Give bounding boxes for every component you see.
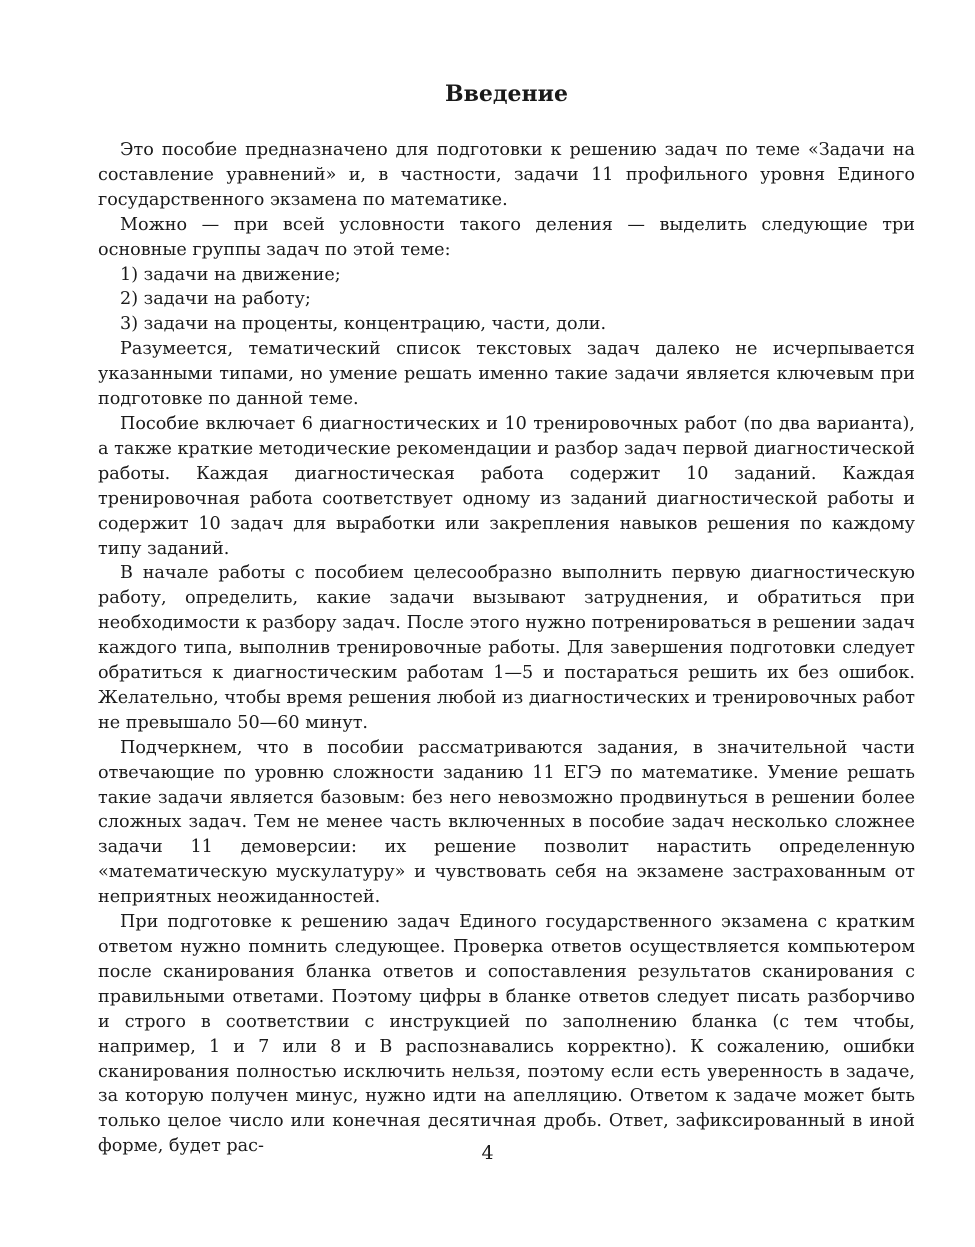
- paragraph-contents: Пособие включает 6 диагностических и 10 тренировочных работ (по два варианта), а также краткие методические рекомендации и разбор задач первой диагностической работы. Каждая диагностическая работа содержит 10 заданий. Каждая тренировочная работа соответствует одному из заданий диагностической работы и содержит 10 задач для выработки или закрепления навыков решения по каждому типу заданий.: [98, 413, 915, 559]
- body-text: [98, 138, 915, 1159]
- paragraph-groups: Можно — при всей условности такого деления — выделить следующие три основные группы задач по этой теме:: [98, 214, 915, 260]
- page-content: [98, 78, 915, 1159]
- page-title: Введение: [445, 81, 568, 107]
- list-item-work: 2) задачи на работу;: [120, 289, 311, 310]
- paragraph-usage: В начале работы с пособием целесообразно выполнить первую диагностическую работу, определить, какие задачи вызывают затруднения, и обратиться при необходимости к разбору задач. После этого нужно потренироваться в решении задач каждого типа, выполнив тренировочные работы. Для завершения подготовки следует обратиться к диагностическим работам 1—5 и постараться решить их без ошибок. Желательно, чтобы время решения любой из диагностических и тренировочных работ не превышало 50—60 минут.: [98, 563, 915, 733]
- paragraph-difficulty: Подчеркнем, что в пособии рассматриваются задания, в значительной части отвечающие по уровню сложности заданию 11 ЕГЭ по математике. Умение решать такие задачи является базовым: без него невозможно продвинуться в решении более сложных задач. Тем не менее часть включенных в пособие задач несколько сложнее задачи 11 демоверсии: их решение позволит нарастить определенную «математическую мускулатуру» и чувствовать себя на экзамене застрахованным от неприятных неожиданностей.: [98, 737, 915, 908]
- list-item-motion: 1) задачи на движение;: [120, 264, 341, 285]
- paragraph-types: Разумеется, тематический список текстовых задач далеко не исчерпывается указанными типами, но умение решать именно такие задачи является ключевым при подготовке по данной теме.: [98, 339, 915, 410]
- paragraph-intro: Это пособие предназначено для подготовки к решению задач по теме «Задачи на составление уравнений» и, в частности, задачи 11 профильного уровня Единого государственного экзамена по математике.: [98, 140, 915, 210]
- paragraph-answers: При подготовке к решению задач Единого государственного экзамена с кратким ответом нужно помнить следующее. Проверка ответов осуществляется компьютером после сканирования бланка ответов и сопоставления результатов сканирования с правильными ответами. Поэтому цифры в бланке ответов следует писать разборчиво и строго в соответствии с инструкцией по заполнению бланка (с тем чтобы, например, 1 и 7 или 8 и В распознавались корректно). К сожалению, ошибки сканирования полностью исключить нельзя, поэтому если есть уверенность в задаче, за которую получен минус, нужно идти на апелляцию. Ответом к задаче может быть только целое число или конечная десятичная дробь. Ответ, зафиксированный в иной форме, будет рас-: [98, 912, 915, 1157]
- list-item-percent: 3) задачи на проценты, концентрацию, части, доли.: [120, 314, 607, 335]
- page-number: 4: [481, 1142, 494, 1164]
